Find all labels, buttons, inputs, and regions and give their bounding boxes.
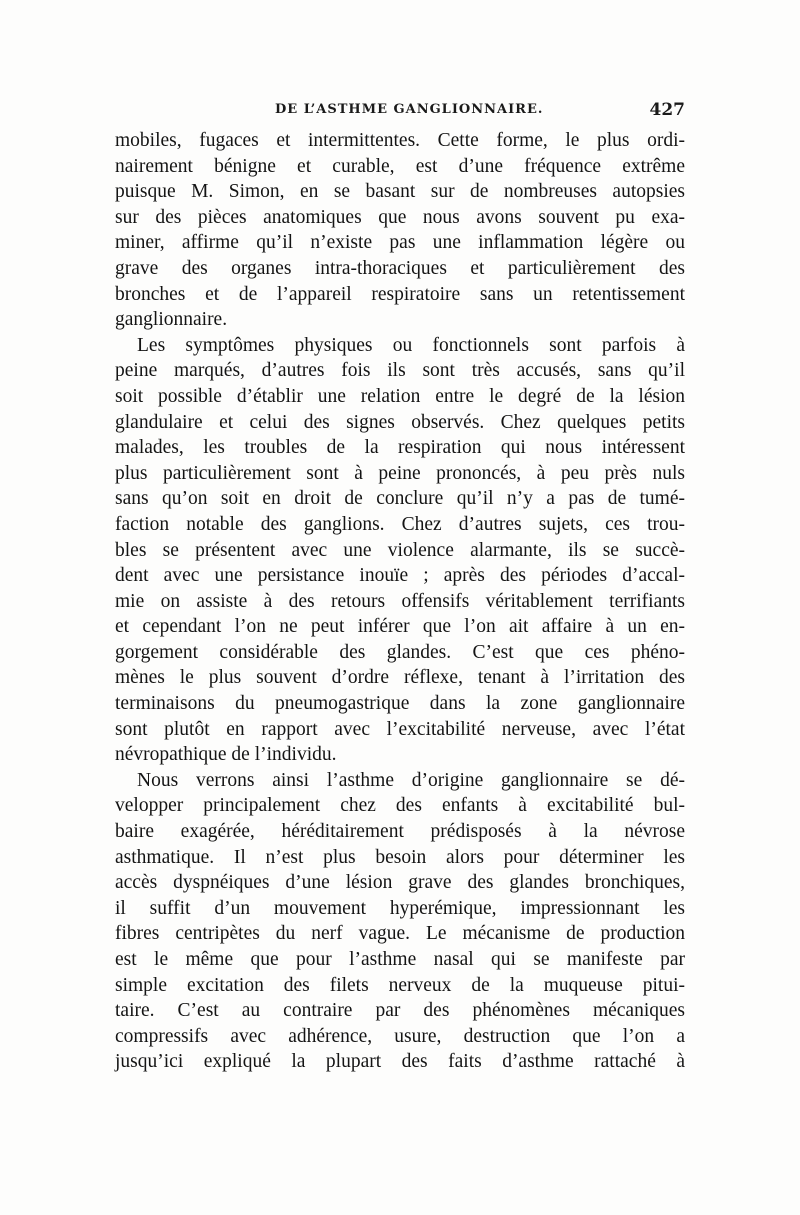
text-line: sont plutôt en rapport avec l’excitabilité nerveuse, avec l’état bbox=[115, 718, 685, 740]
text-line: soit possible d’établir une relation entre le degré de la lésion bbox=[115, 385, 685, 407]
text-line: mie on assiste à des retours offensifs véritablement terrifiants bbox=[115, 590, 685, 612]
text-line: il suffit d’un mouvement hyperémique, impressionnant les bbox=[115, 897, 685, 919]
text-line: névropathique de l’individu. bbox=[115, 744, 337, 766]
text-line: taire. C’est au contraire par des phénomènes mécaniques bbox=[115, 1000, 685, 1022]
text-line: velopper principalement chez des enfants à excitabilité bul- bbox=[115, 795, 685, 817]
text-line: plus particulièrement sont à peine prononcés, à peu près nuls bbox=[115, 462, 685, 484]
text-line: simple excitation des filets nerveux de la muqueuse pitui- bbox=[115, 974, 685, 996]
text-line: et cependant l’on ne peut inférer que l’on ait affaire à un en- bbox=[115, 616, 685, 638]
text-line: gorgement considérable des glandes. C’est que ces phéno- bbox=[115, 641, 685, 663]
text-line: miner, affirme qu’il n’existe pas une inflammation légère ou bbox=[115, 232, 685, 254]
text-line: terminaisons du pneumogastrique dans la zone ganglionnaire bbox=[115, 693, 685, 715]
text-line: grave des organes intra-thoraciques et particulièrement des bbox=[115, 257, 685, 279]
text-line: bles se présentent avec une violence alarmante, ils se succè- bbox=[115, 539, 685, 561]
text-line: accès dyspnéiques d’une lésion grave des glandes bronchiques, bbox=[115, 872, 685, 894]
text-line: mènes le plus souvent d’ordre réflexe, tenant à l’irritation des bbox=[115, 667, 685, 689]
text-line: malades, les troubles de la respiration qui nous intéressent bbox=[115, 437, 685, 459]
text-line: asthmatique. Il n’est plus besoin alors pour déterminer les bbox=[115, 846, 685, 868]
text-line: ganglionnaire. bbox=[115, 309, 228, 331]
page-header bbox=[115, 100, 685, 124]
text-line: peine marqués, d’autres fois ils sont très accusés, sans qu’il bbox=[115, 360, 685, 382]
text-line: Nous verrons ainsi l’asthme d’origine ganglionnaire se dé- bbox=[137, 769, 685, 791]
text-line: sur des pièces anatomiques que nous avons souvent pu exa- bbox=[115, 206, 685, 228]
text-line: compressifs avec adhérence, usure, destruction que l’on a bbox=[115, 1025, 685, 1047]
text-line: puisque M. Simon, en se basant sur de nombreuses autopsies bbox=[115, 181, 685, 203]
text-line: baire exagérée, héréditairement prédisposés à la névrose bbox=[115, 821, 685, 843]
text-line: Les symptômes physiques ou fonctionnels sont parfois à bbox=[137, 334, 685, 356]
text-line: faction notable des ganglions. Chez d’autres sujets, ces trou- bbox=[115, 513, 685, 535]
page-number: 427 bbox=[649, 100, 685, 120]
text-line: nairement bénigne et curable, est d’une fréquence extrême bbox=[115, 155, 685, 177]
text-line: bronches et de l’appareil respiratoire sans un retentissement bbox=[115, 283, 685, 305]
text-line: fibres centripètes du nerf vague. Le mécanisme de production bbox=[115, 923, 685, 945]
body-text bbox=[115, 128, 685, 1075]
text-line: dent avec une persistance inouïe ; après des périodes d’accal- bbox=[115, 565, 685, 587]
text-line: sans qu’on soit en droit de conclure qu’il n’y a pas de tumé- bbox=[115, 488, 685, 510]
running-title: DE L’ASTHME GANGLIONNAIRE. bbox=[275, 102, 544, 117]
text-line: jusqu’ici expliqué la plupart des faits d’asthme rattaché à bbox=[115, 1051, 685, 1073]
text-line: glandulaire et celui des signes observés. Chez quelques petits bbox=[115, 411, 685, 433]
text-line: est le même que pour l’asthme nasal qui se manifeste par bbox=[115, 949, 685, 970]
text-line: mobiles, fugaces et intermittentes. Cette forme, le plus ordi- bbox=[115, 130, 685, 151]
